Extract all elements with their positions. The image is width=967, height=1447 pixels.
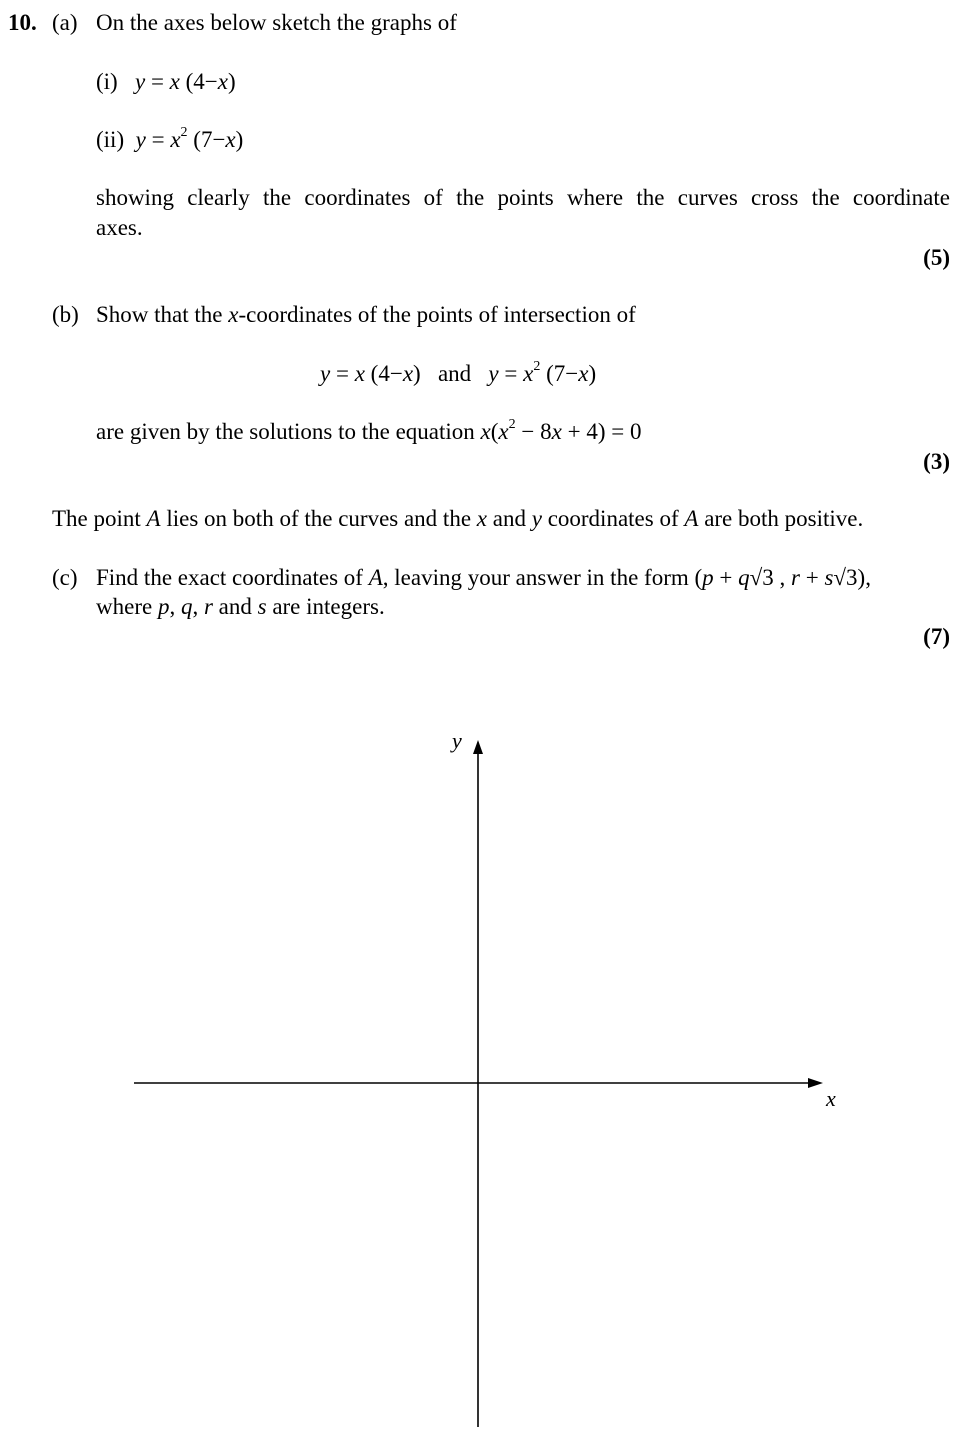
var-q: q [738,565,750,590]
and-word: and [437,361,472,386]
expr: (4− [364,361,403,386]
part-a-showing-line1: showing clearly the coordinates of the points where the curves cross the coordinate [96,185,950,210]
question-number: 10. [8,10,37,35]
close-paren: ) [413,361,421,386]
part-b-label: (b) [52,302,79,327]
var-x: x [476,506,487,531]
var-A: A [146,506,161,531]
part-c-label: (c) [52,565,78,590]
text: are given by the solutions to the equation [96,419,481,444]
text: , leaving your answer in the form ( [382,565,703,590]
power: 2 [180,125,188,141]
sqrt: √3 , [749,565,792,590]
part-a-intro: On the axes below sketch the graphs of [96,10,457,35]
var-A: A [368,565,383,590]
x-axis-arrow-icon [808,1078,823,1088]
expr: − 8 [515,419,552,444]
var-y: y [135,127,146,152]
y-axis-label: y [452,728,462,753]
var-x: x [402,361,414,386]
var-x: x [551,419,562,444]
expr: (7− [187,127,226,152]
var-y: y [320,361,331,386]
text: are both positive. [698,506,864,531]
part-a-label: (a) [52,10,78,35]
equals: = [330,361,355,386]
var-r: r [203,594,213,619]
text: where [96,594,158,619]
item-label: (i) [96,69,118,94]
var-y: y [134,69,146,94]
text: and [487,506,532,531]
part-b-marks: (3) [923,449,950,474]
close-paren: ) [235,127,244,152]
plus: + [799,565,825,590]
var-A: A [684,506,699,531]
var-x: x [578,361,589,386]
text: coordinates of [541,506,685,531]
close-paren: ) [588,361,597,386]
text: are integers. [266,594,385,619]
var-x: x [523,361,534,386]
equals: = [145,69,170,94]
var-x: x [480,419,491,444]
text: lies on both of the curves and the [160,506,477,531]
var-x: x [217,69,228,94]
part-a-marks: (5) [923,245,950,270]
var-x: x [498,419,509,444]
item-label: (ii) [96,127,125,152]
expr: + 4) = 0 [561,419,642,444]
var-x: x [228,302,239,327]
text: , [169,594,181,619]
text: Show that the [96,302,229,327]
close-paren: ) [228,69,236,94]
var-p: p [702,565,714,590]
power: 2 [533,359,541,375]
var-r: r [791,565,800,590]
var-s: s [257,594,267,619]
expr: (4− [179,69,218,94]
sqrt: √3), [833,565,871,590]
var-x: x [225,127,236,152]
equals: = [145,127,171,152]
var-x: x [169,69,180,94]
var-y: y [488,361,499,386]
var-p: p [157,594,170,619]
text: and [212,594,258,619]
expr: (7− [540,361,579,386]
text: The point [52,506,147,531]
open-paren: ( [490,419,499,444]
x-axis-label: x [826,1086,836,1111]
plus: + [713,565,739,590]
var-s: s [824,565,834,590]
part-c-marks: (7) [923,624,950,649]
var-x: x [354,361,365,386]
part-a-showing-line2: axes. [96,215,143,240]
text: -coordinates of the points of intersection of [238,302,636,327]
text: , [192,594,204,619]
text: Find the exact coordinates of [96,565,369,590]
equals: = [498,361,524,386]
var-y: y [531,506,542,531]
y-axis-arrow-icon [473,740,483,754]
var-q: q [180,594,193,619]
var-x: x [170,127,181,152]
power: 2 [508,417,516,433]
